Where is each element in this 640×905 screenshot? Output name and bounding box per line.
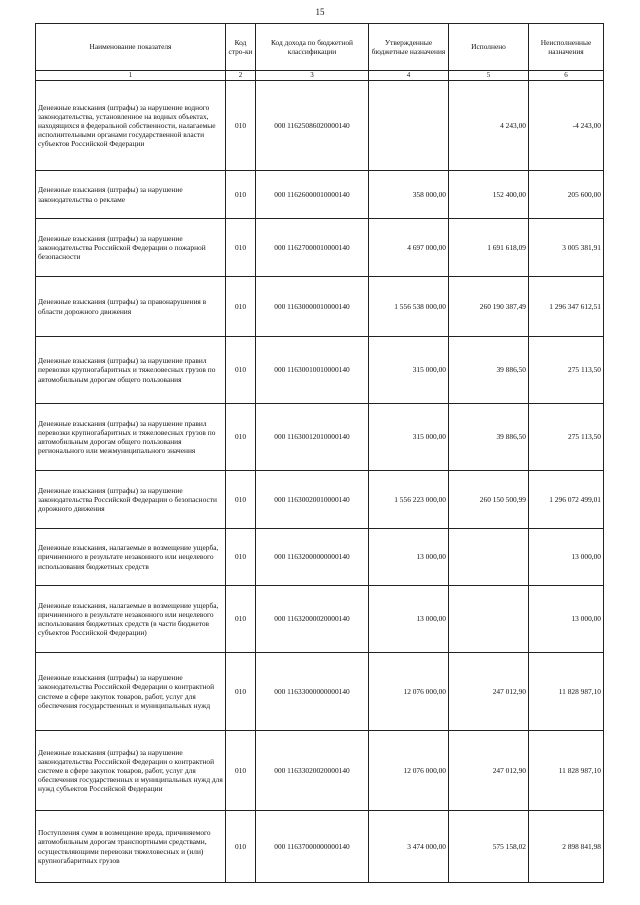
- row-unexecuted: 275 113,50: [529, 404, 604, 471]
- row-code: 010: [226, 404, 256, 471]
- row-executed: 4 243,00: [449, 81, 529, 171]
- row-executed: 260 150 500,99: [449, 471, 529, 529]
- row-kbk: 000 11627000010000140: [256, 219, 369, 277]
- row-approved: 13 000,00: [369, 529, 449, 586]
- table-body: [36, 81, 604, 883]
- table-row: [36, 731, 604, 811]
- row-approved: 12 076 000,00: [369, 731, 449, 811]
- row-name: Денежные взыскания (штрафы) за нарушение законодательства Российской Федерации о контрактной системе в сфере закупок товаров, работ, услуг для обеспечения государственных и муниципальных нужд: [36, 653, 226, 731]
- column-number: 1: [36, 71, 226, 81]
- row-kbk: 000 11626000010000140: [256, 171, 369, 219]
- header-executed: Исполнено: [449, 24, 529, 71]
- row-unexecuted: 2 898 841,98: [529, 811, 604, 883]
- row-approved: 315 000,00: [369, 337, 449, 404]
- row-executed: 247 012,90: [449, 653, 529, 731]
- table-row: [36, 337, 604, 404]
- row-name: Денежные взыскания, налагаемые в возмещение ущерба, причиненного в результате незаконного или нецелевого использования бюджетных средств (в части бюджетов субъектов Российской Федерации): [36, 586, 226, 653]
- row-approved: 358 000,00: [369, 171, 449, 219]
- row-code: 010: [226, 586, 256, 653]
- row-approved: 1 556 223 000,00: [369, 471, 449, 529]
- row-kbk: 000 11630012010000140: [256, 404, 369, 471]
- row-executed: 247 012,90: [449, 731, 529, 811]
- header-name: Наименование показателя: [36, 24, 226, 71]
- row-kbk: 000 11630000010000140: [256, 277, 369, 337]
- row-name: Денежные взыскания (штрафы) за нарушение законодательства Российской Федерации о контрактной системе в сфере закупок товаров, работ, услуг для обеспечения государственных и муниципальных нужд для нужд субъектов Российской Федерации: [36, 731, 226, 811]
- row-executed: 260 190 387,49: [449, 277, 529, 337]
- budget-execution-table: [35, 23, 604, 883]
- table-row: [36, 529, 604, 586]
- row-code: 010: [226, 731, 256, 811]
- row-code: 010: [226, 653, 256, 731]
- row-code: 010: [226, 337, 256, 404]
- table-row: [36, 586, 604, 653]
- row-unexecuted: 275 113,50: [529, 337, 604, 404]
- row-code: 010: [226, 171, 256, 219]
- header-row: [36, 24, 604, 71]
- row-code: 010: [226, 811, 256, 883]
- row-approved: 315 000,00: [369, 404, 449, 471]
- column-number: 4: [369, 71, 449, 81]
- table-row: [36, 171, 604, 219]
- row-name: Денежные взыскания (штрафы) за нарушение водного законодательства, установленное на водных объектах, находящихся в федеральной собственности, налагаемые исполнительными органами государственной власти субъектов Российской Федерации: [36, 81, 226, 171]
- table-row: [36, 471, 604, 529]
- header-code: Код стро-ки: [226, 24, 256, 71]
- row-kbk: 000 11630020010000140: [256, 471, 369, 529]
- row-kbk: 000 11630010010000140: [256, 337, 369, 404]
- row-code: 010: [226, 277, 256, 337]
- row-kbk: 000 11632000000000140: [256, 529, 369, 586]
- row-name: Денежные взыскания (штрафы) за нарушение законодательства Российской Федерации о пожарной безопасности: [36, 219, 226, 277]
- header-kbk: Код дохода по бюджетной классификации: [256, 24, 369, 71]
- row-approved: 4 697 000,00: [369, 219, 449, 277]
- row-name: Поступления сумм в возмещение вреда, причиняемого автомобильным дорогам транспортными средствами, осуществляющими перевозки тяжеловесных и (или) крупногабаритных грузов: [36, 811, 226, 883]
- table-row: [36, 81, 604, 171]
- column-number: 2: [226, 71, 256, 81]
- row-unexecuted: 205 600,00: [529, 171, 604, 219]
- row-code: 010: [226, 219, 256, 277]
- row-executed: 152 400,00: [449, 171, 529, 219]
- row-executed: 1 691 618,09: [449, 219, 529, 277]
- row-unexecuted: 13 000,00: [529, 529, 604, 586]
- row-unexecuted: 11 828 987,10: [529, 731, 604, 811]
- row-unexecuted: -4 243,00: [529, 81, 604, 171]
- row-executed: [449, 529, 529, 586]
- row-executed: 39 886,50: [449, 337, 529, 404]
- column-number: 6: [529, 71, 604, 81]
- row-kbk: 000 11625086020000140: [256, 81, 369, 171]
- row-approved: 1 556 538 000,00: [369, 277, 449, 337]
- table-row: [36, 277, 604, 337]
- row-unexecuted: 1 296 347 612,51: [529, 277, 604, 337]
- row-executed: 39 886,50: [449, 404, 529, 471]
- row-name: Денежные взыскания (штрафы) за правонарушения в области дорожного движения: [36, 277, 226, 337]
- row-code: 010: [226, 529, 256, 586]
- row-unexecuted: 11 828 987,10: [529, 653, 604, 731]
- row-name: Денежные взыскания, налагаемые в возмещение ущерба, причиненного в результате незаконного или нецелевого использования бюджетных средств: [36, 529, 226, 586]
- row-approved: 3 474 000,00: [369, 811, 449, 883]
- row-kbk: 000 11633020020000140: [256, 731, 369, 811]
- row-kbk: 000 11632000020000140: [256, 586, 369, 653]
- row-unexecuted: 1 296 072 499,01: [529, 471, 604, 529]
- table-row: [36, 653, 604, 731]
- row-code: 010: [226, 81, 256, 171]
- table-row: [36, 811, 604, 883]
- row-approved: [369, 81, 449, 171]
- row-name: Денежные взыскания (штрафы) за нарушение правил перевозки крупногабаритных и тяжеловесных грузов по автомобильным дорогам общего пользования регионального или межмуниципального значения: [36, 404, 226, 471]
- header-approved: Утвержденные бюджетные назначения: [369, 24, 449, 71]
- row-executed: [449, 586, 529, 653]
- header-unexecuted: Неисполненные назначения: [529, 24, 604, 71]
- table-row: [36, 404, 604, 471]
- row-name: Денежные взыскания (штрафы) за нарушение правил перевозки крупногабаритных и тяжеловесных грузов по автомобильным дорогам общего пользования: [36, 337, 226, 404]
- row-approved: 13 000,00: [369, 586, 449, 653]
- row-executed: 575 158,02: [449, 811, 529, 883]
- row-code: 010: [226, 471, 256, 529]
- row-name: Денежные взыскания (штрафы) за нарушение законодательства о рекламе: [36, 171, 226, 219]
- row-unexecuted: 13 000,00: [529, 586, 604, 653]
- row-name: Денежные взыскания (штрафы) за нарушение законодательства Российской Федерации о безопасности дорожного движения: [36, 471, 226, 529]
- row-kbk: 000 11633000000000140: [256, 653, 369, 731]
- row-approved: 12 076 000,00: [369, 653, 449, 731]
- table-row: [36, 219, 604, 277]
- row-unexecuted: 3 005 381,91: [529, 219, 604, 277]
- column-number-row: [36, 71, 604, 81]
- column-number: 3: [256, 71, 369, 81]
- page-number: 15: [315, 7, 325, 17]
- column-number: 5: [449, 71, 529, 81]
- row-kbk: 000 11637000000000140: [256, 811, 369, 883]
